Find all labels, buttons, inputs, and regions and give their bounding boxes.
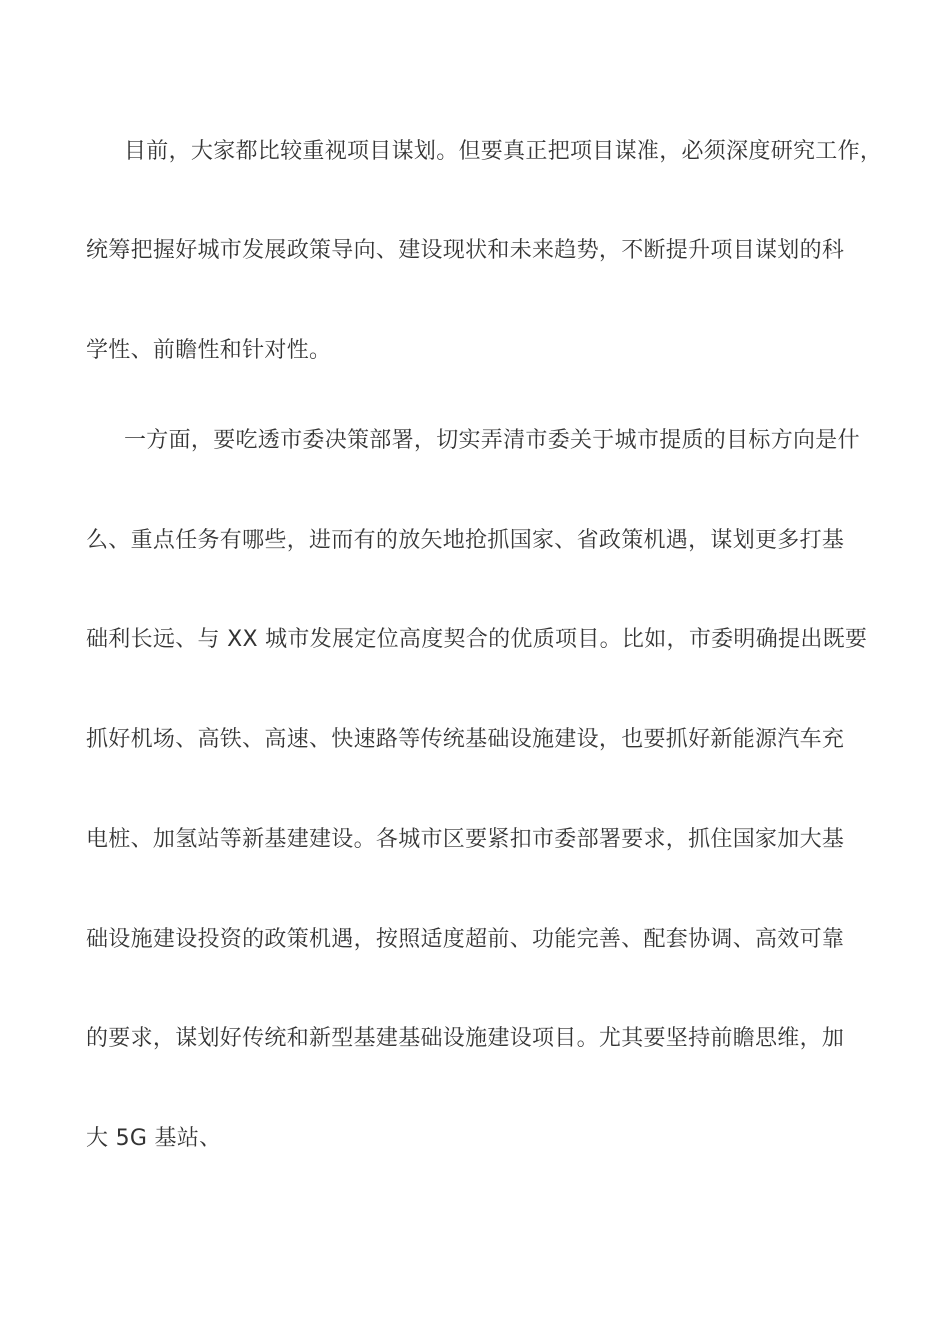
text-line: 抓好机场、高铁、高速、快速路等传统基础设施建设，也要抓好新能源汽车充 <box>86 727 845 752</box>
text-line: 础设施建设投资的政策机遇，按照适度超前、功能完善、配套协调、高效可靠 <box>86 927 845 952</box>
text-line: 础利长远、与 XX 城市发展定位高度契合的优质项目。比如，市委明确提出既要 <box>86 627 868 652</box>
text-line: 么、重点任务有哪些，进而有的放矢地抢抓国家、省政策机遇，谋划更多打基 <box>86 528 845 553</box>
text-line: 电桩、加氢站等新基建建设。各城市区要紧扣市委部署要求，抓住国家加大基 <box>86 827 845 852</box>
text-line: 一方面，要吃透市委决策部署，切实弄清市委关于城市提质的目标方向是什 <box>124 428 860 453</box>
text-line: 学性、前瞻性和针对性。 <box>86 338 332 363</box>
text-line: 的要求，谋划好传统和新型基建基础设施建设项目。尤其要坚持前瞻思维，加 <box>86 1026 845 1051</box>
text-line: 统筹把握好城市发展政策导向、建设现状和未来趋势，不断提升项目谋划的科 <box>86 238 845 263</box>
text-line: 大 5G 基站、 <box>86 1126 222 1151</box>
text-line: 目前，大家都比较重视项目谋划。但要真正把项目谋准，必须深度研究工作， <box>124 139 883 164</box>
